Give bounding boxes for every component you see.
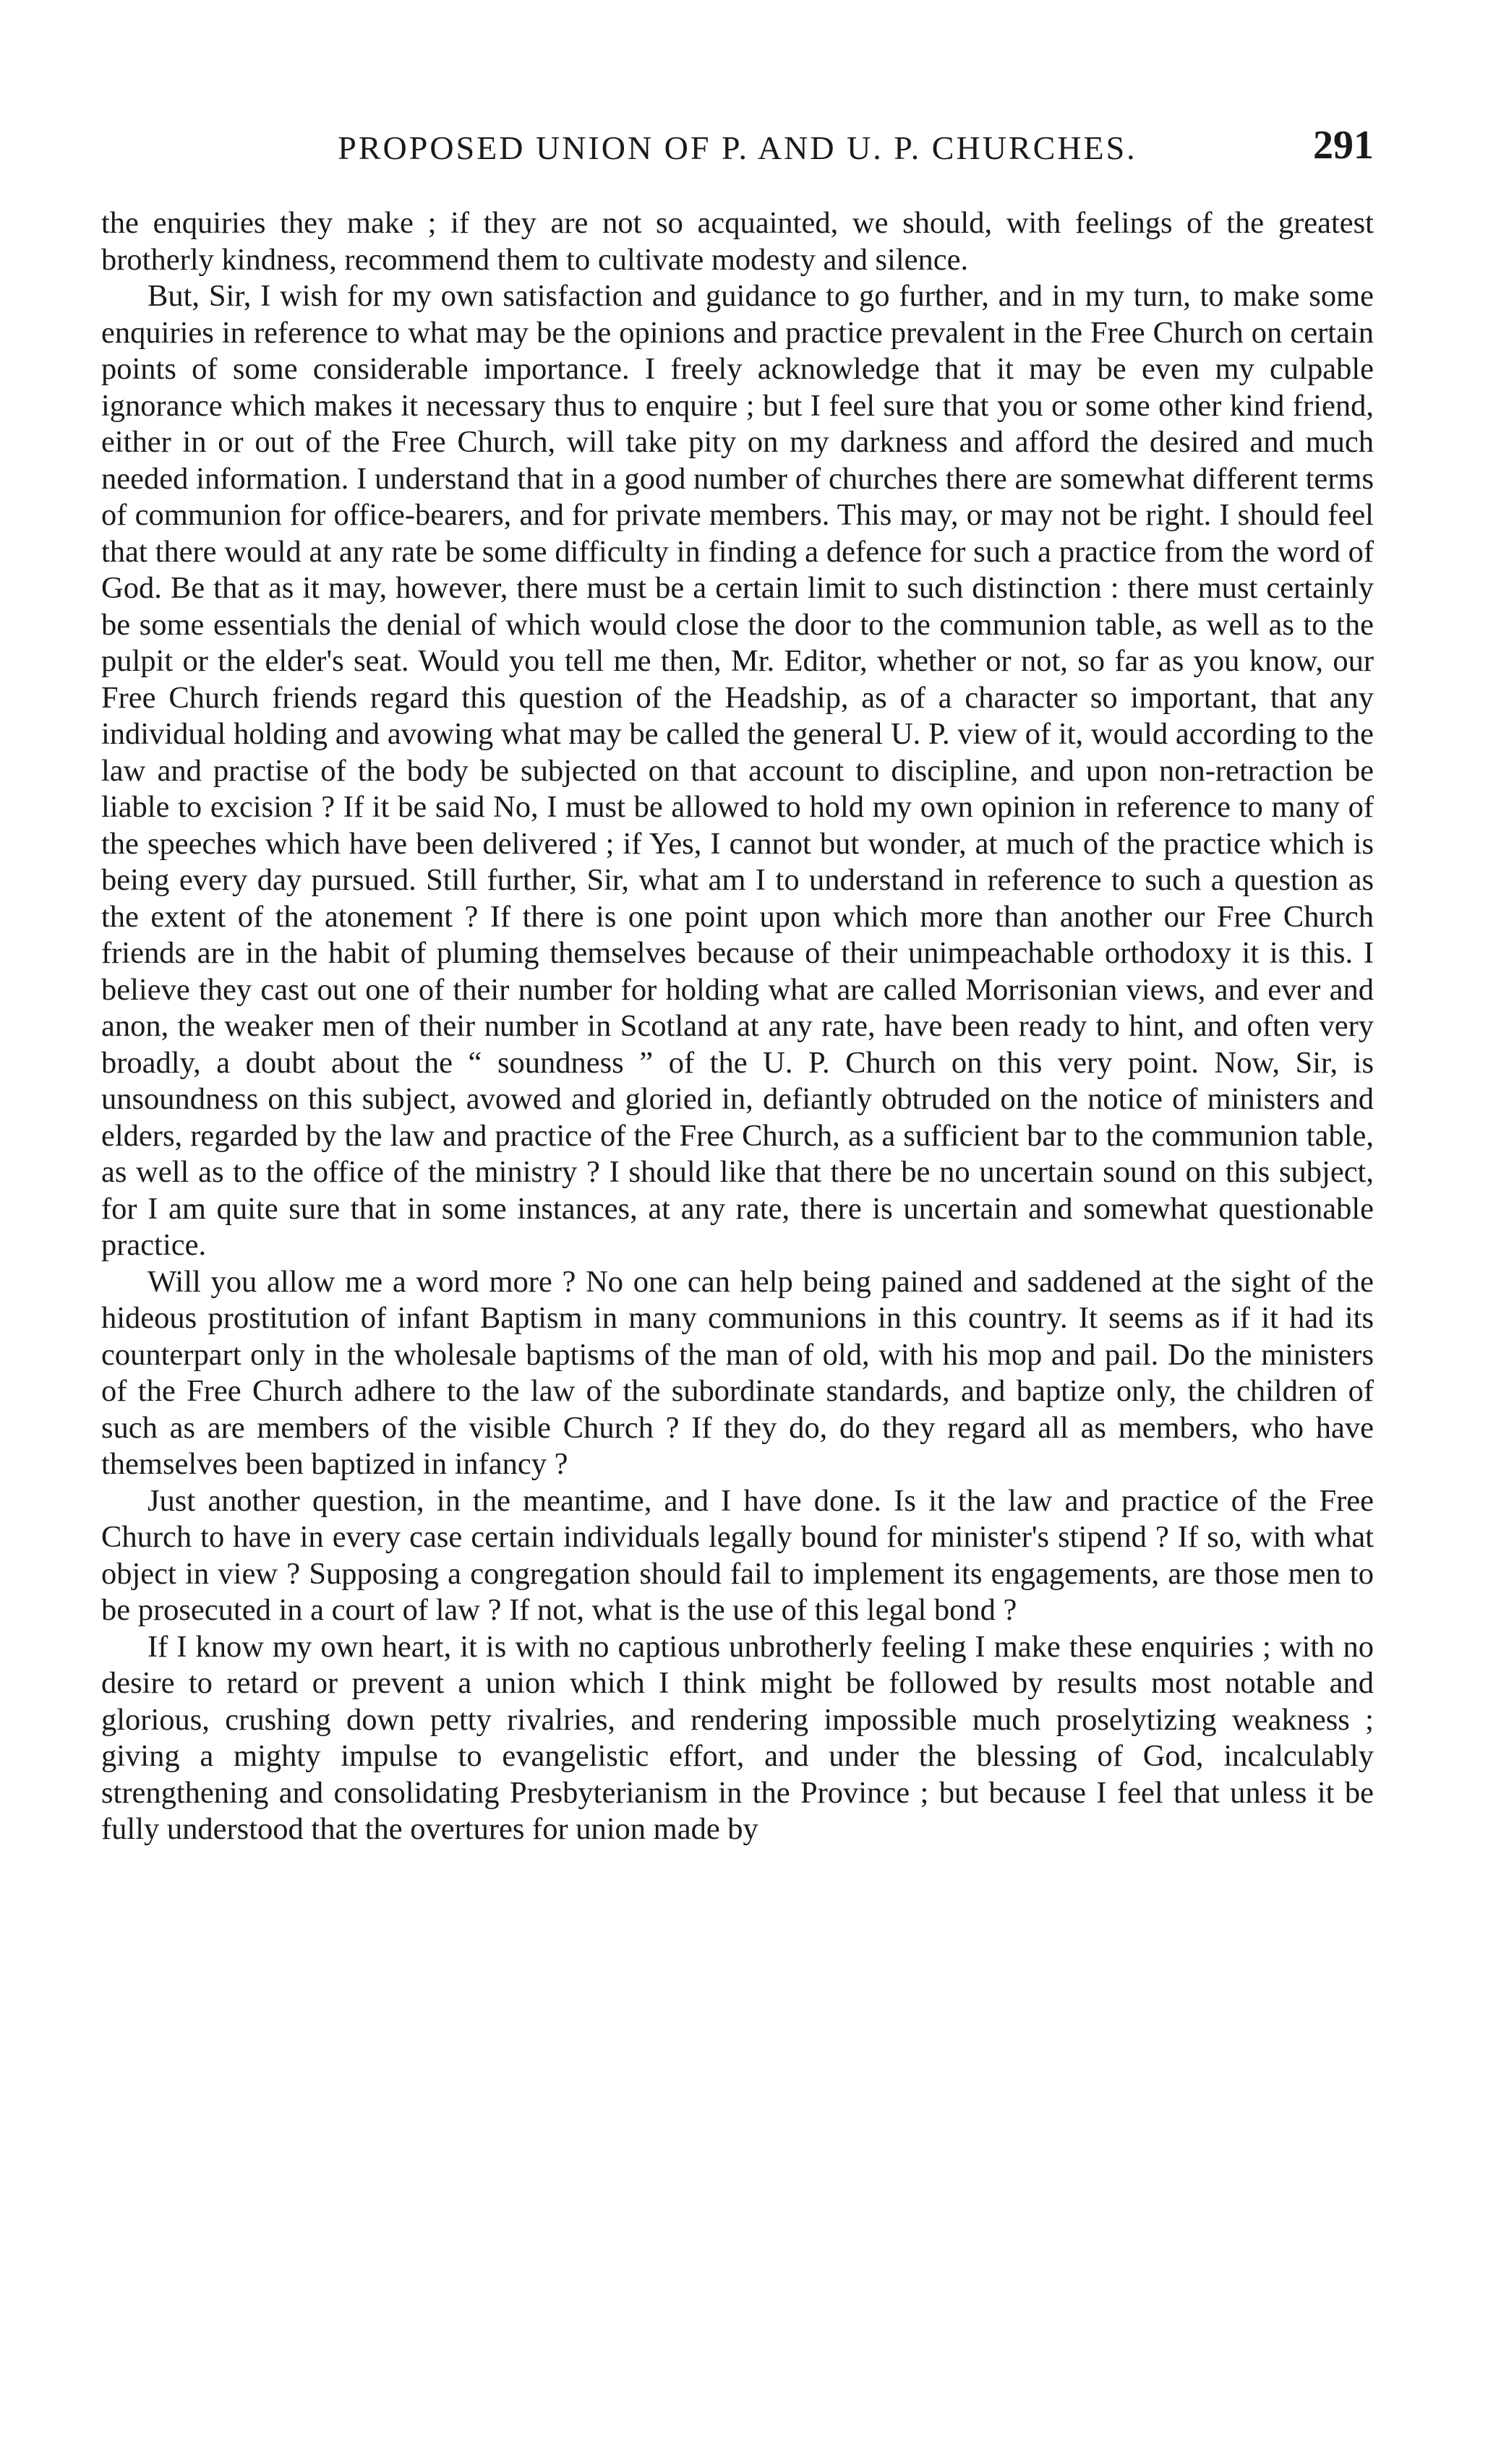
paragraph-4: Just another question, in the meantime, and I have done. Is it the law and practice of the Free Church to have in every case certain individuals legally bound for minister's stipend ? If so, with what object in view ? Supposing a congregation should fail to implement its engagements, are those men to be prosecuted in a court of law ? If not, what is the use of this legal bond ? bbox=[101, 1483, 1374, 1627]
paragraph-5: If I know my own heart, it is with no captious unbrotherly feeling I make these enquiries ; with no desire to retard or prevent a union which I think might be followed by results most notable and glorious, crushing down petty rivalries, and rendering impossible much proselytizing weakness ; giving a mighty impulse to evangelistic effort, and under the blessing of God, incalculably strengthening and consolidating Presbyterianism in the Province ; but because I feel that unless it be fully understood that the overtures for union made by bbox=[101, 1629, 1374, 1846]
book-page bbox=[101, 123, 1374, 1848]
running-title: PROPOSED UNION OF P. AND U. P. CHURCHES. bbox=[338, 129, 1137, 166]
paragraph-1: the enquiries they make ; if they are not so acquainted, we should, with feelings of the greatest brotherly kindness, recommend them to cultivate modesty and silence. bbox=[101, 206, 1374, 277]
running-header bbox=[101, 123, 1374, 173]
body-text bbox=[101, 205, 1374, 1848]
page-number: 291 bbox=[1313, 123, 1374, 168]
paragraph-2: But, Sir, I wish for my own satisfaction and guidance to go further, and in my turn, to make some enquiries in reference to what may be the opinions and practice prevalent in the Free Church on certain points of some considerable importance. I freely acknowledge that it may be even my culpable ignorance which makes it necessary thus to enquire ; but I feel sure that you or some other kind friend, either in or out of the Free Church, will take pity on my darkness and afford the desired and much needed information. I understand that in a good number of churches there are somewhat different terms of communion for office-bearers, and for private members. This may, or may not be right. I should feel that there would at any rate be some difficulty in finding a defence for such a practice from the word of God. Be that as it may, however, there must be a certain limit to such distinction : there must certainly be some essentials the denial of which would close the door to the communion table, as well as to the pulpit or the elder's seat. Would you tell me then, Mr. Editor, whether or not, so far as you know, our Free Church friends regard this question of the Headship, as of a character so important, that any individual holding and avowing what may be called the general U. P. view of it, would according to the law and practise of the body be subjected on that account to discipline, and upon non-retraction be liable to excision ? If it be said No, I must be allowed to hold my own opinion in reference to many of the speeches which have been delivered ; if Yes, I cannot but wonder, at much of the practice which is being every day pursued. Still further, Sir, what am I to understand in reference to such a question as the extent of the atonement ? If there is one point upon which more than another our Free Church friends are in the habit of pluming themselves because of their unimpeachable orthodoxy it is this. I believe they cast out one of their number for holding what are called Morrisonian views, and ever and anon, the weaker men of their number in Scotland at any rate, have been ready to hint, and often very broadly, a doubt about the “ soundness ” of the U. P. Church on this very point. Now, Sir, is unsoundness on this subject, avowed and gloried in, defiantly obtruded on the notice of ministers and elders, regarded by the law and practice of the Free Church, as a sufficient bar to the communion table, as well as to the office of the ministry ? I should like that there be no uncertain sound on this subject, for I am quite sure that in some instances, at any rate, there is uncertain and somewhat questionable practice. bbox=[101, 279, 1374, 1262]
paragraph-3: Will you allow me a word more ? No one can help being pained and saddened at the sight of the hideous prostitution of infant Baptism in many communions in this country. It seems as if it had its counterpart only in the wholesale baptisms of the man of old, with his mop and pail. Do the ministers of the Free Church adhere to the law of the subordinate standards, and baptize only, the children of such as are members of the visible Church ? If they do, do they regard all as members, who have themselves been baptized in infancy ? bbox=[101, 1264, 1374, 1481]
